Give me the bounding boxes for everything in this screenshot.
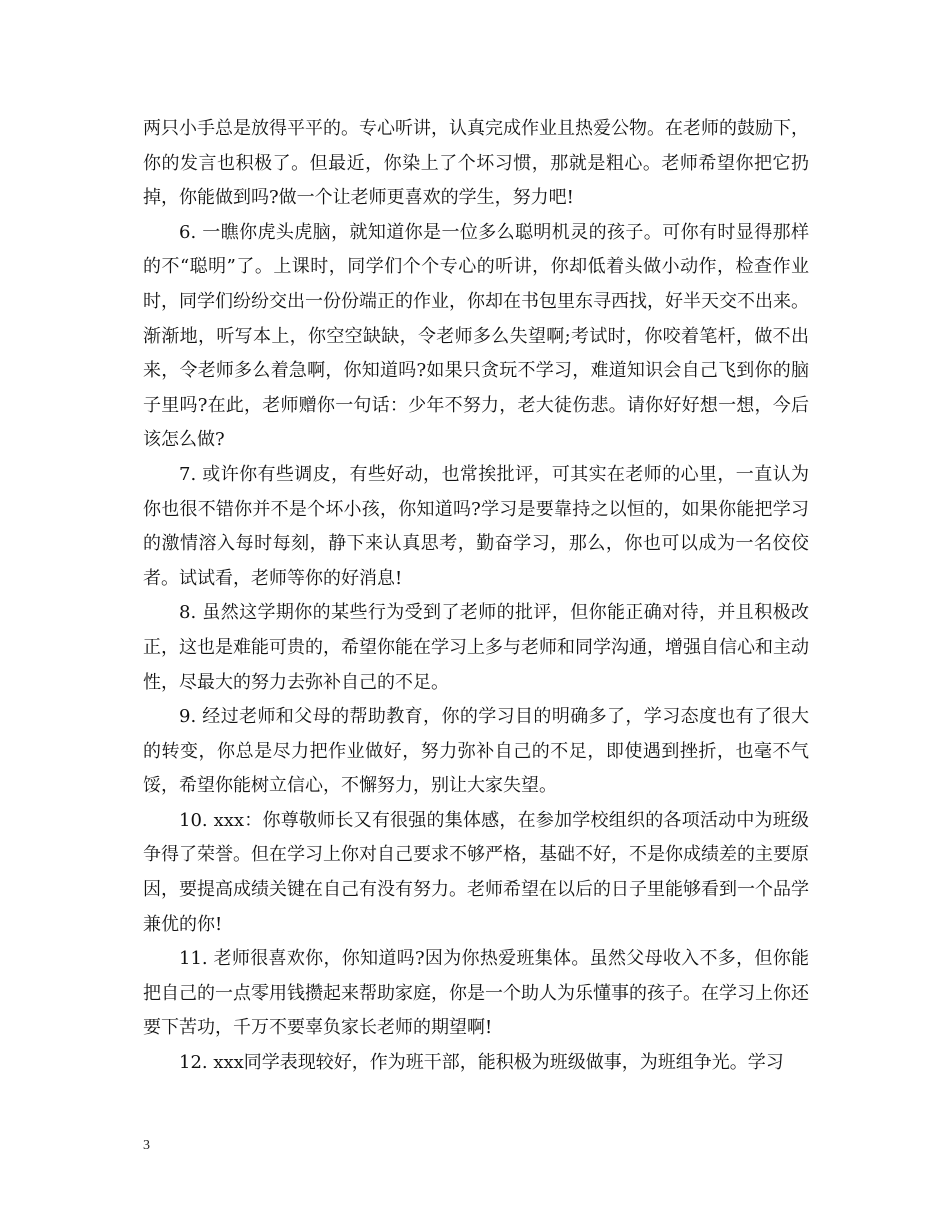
paragraph-comment-10: 10. xxx：你尊敬师长又有很强的集体感，在参加学校组织的各项活动中为班级争得了荣誉。但在学习上你对自己要求不够严格，基础不好，不是你成绩差的主要原因，要提高成绩关键在自己有没有努力。老师希望在以后的日子里能够看到一个品学兼优的你! bbox=[143, 809, 809, 935]
paragraph-comment-8: 8. 虽然这学期你的某些行为受到了老师的批评，但你能正确对待，并且积极改正，这也是难能可贵的，希望你能在学习上多与老师和同学沟通，增强自信心和主动性，尽最大的努力去弥补自己的不足。 bbox=[143, 602, 809, 693]
paragraph-comment-12: 12. xxx同学表现较好，作为班干部，能积极为班级做事，为班组争光。学习 bbox=[179, 1052, 784, 1074]
paragraph-comment-9: 9. 经过老师和父母的帮助教育，你的学习目的明确多了，学习态度也有了很大的转变，你总是尽力把作业做好，努力弥补自己的不足，即使遇到挫折，也毫不气馁，希望你能树立信心，不懈努力，别让大家失望。 bbox=[143, 706, 809, 797]
paragraph-comment-6: 6. 一瞧你虎头虎脑，就知道你是一位多么聪明机灵的孩子。可你有时显得那样的不“聪明”了。上课时，同学们个个专心的听讲，你却低着头做小动作，检查作业时，同学们纷纷交出一份份端正的作业，你却在书包里东寻西找，好半天交不出来。渐渐地，听写本上，你空空缺缺，令老师多么失望啊;考试时，你咬着笔杆，做不出来，令老师多么着急啊，你知道吗?如果只贪玩不学习，难道知识会自己飞到你的脑子里吗?在此，老师赠你一句话：少年不努力，老大徒伤悲。请你好好想一想，今后该怎么做? bbox=[143, 221, 809, 451]
paragraph-comment-11: 11. 老师很喜欢你，你知道吗?因为你热爱班集体。虽然父母收入不多，但你能把自己的一点零用钱攒起来帮助家庭，你是一个助人为乐懂事的孩子。在学习上你还要下苦功，千万不要辜负家长老师的期望啊! bbox=[143, 948, 809, 1039]
document-body bbox=[143, 112, 809, 1081]
page-number: 3 bbox=[143, 1138, 150, 1153]
paragraph-comment-7: 7. 或许你有些调皮，有些好动，也常挨批评，可其实在老师的心里，一直认为你也很不错你并不是个坏小孩，你知道吗?学习是要靠持之以恒的，如果你能把学习的激情溶入每时每刻，静下来认真思考，勤奋学习，那么，你也可以成为一名佼佼者。试试看，老师等你的好消息! bbox=[143, 463, 809, 589]
paragraph-continuation: 两只小手总是放得平平的。专心听讲，认真完成作业且热爱公物。在老师的鼓励下，你的发言也积极了。但最近，你染上了个坏习惯，那就是粗心。老师希望你把它扔掉，你能做到吗?做一个让老师更喜欢的学生，努力吧! bbox=[143, 118, 809, 209]
